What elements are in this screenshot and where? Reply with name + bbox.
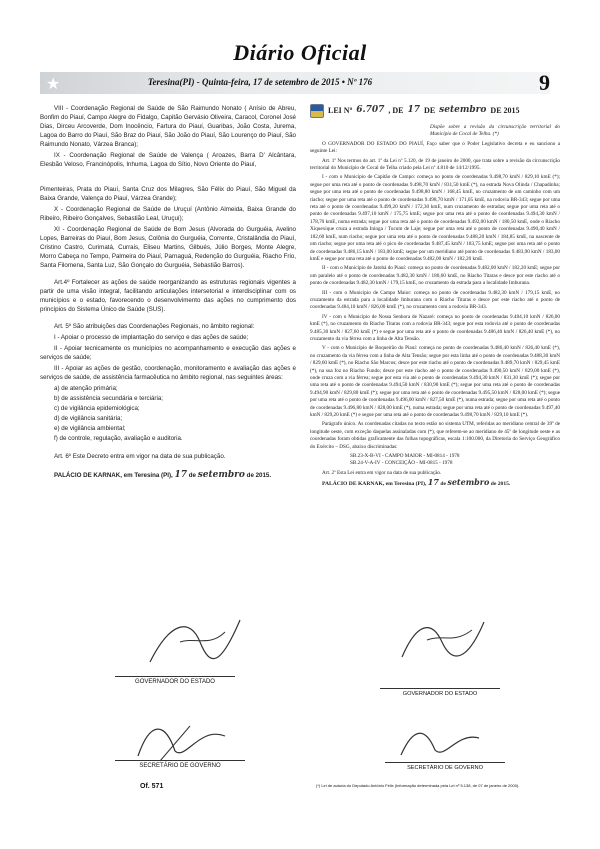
secretary-signature-icon — [130, 716, 240, 766]
boundary-paragraph: III - com o Município de Campo Maior: começa no ponto de coordenadas 9.482,30 kmN / 179,15 kmE, no cruzamento da estrada para a localidade Imburana com o Riacho Titaras e desce por este riacho até o ponto de coordenadas 9.484,10 kmN / 826,00 kmE (*), no cruzamento com a rodovia BR-343. — [310, 289, 560, 311]
map-sheet: SB.23-X-B-VI - CAMPO MAIOR - MI-0814 - 1978 — [350, 453, 460, 460]
law-year: DE 2015 — [490, 106, 520, 116]
left-column — [40, 104, 296, 482]
boundary-paragraph: V - com o Município de Boqueirão do Piauí: começa no ponto de coordenadas 9.486,40 kmN / 826,40 kmE (*), no cruzamento da via férrea com a linha de Alta Tensão; segue por esta linha até o ponto de coordenadas 9.488,30 kmN / 829,60 kmE (*), no Riacho São Marcos; desce por este riacho até o ponto de coordenadas 9.489,70 kmN / 829,45 kmE (*), na sua foz no Riacho Fundo; desce por este riacho até o ponto de coordenadas 9.490,50 kmN / 829,00 kmE (*), onde cruza com a via férrea; segue por esta via até o ponto de coordenadas 9.494,30 kmN / 831,30 kmE (*); segue por uma reta até o ponto de coordenadas 9.494,50 kmN / 830,90 kmE (*); segue por uma reta até o ponto de coordenadas 9.494,90 kmN / 829,80 kmE (*); segue por uma reta até o ponto de coordenadas 9.495,50 kmN / 828,00 kmE (*); segue por uma reta até o ponto de coordenadas 9.496,00 kmN / 827,50 kmE (*), numa estrada; segue por uma reta até o ponto de coordenadas 9.496,80 kmN / 828,00 kmE (*), numa estrada; segue por uma reta até o ponto de coordenadas 9.497,40 kmN / 829,20 kmE (*) e segue por uma reta até o ponto de coordenadas 9.498,70 kmN / 829,10 kmE (*). — [310, 345, 560, 419]
area-item: d) de vigilância sanitária; — [54, 415, 123, 422]
article-5: Art. 5º São atribuições das Coordenações Regionais, no âmbito regional: — [54, 323, 255, 330]
law-day: 17 — [407, 105, 421, 116]
newspaper-title: Diário Oficial — [233, 40, 367, 65]
areas-list — [40, 384, 296, 443]
right-column — [310, 104, 560, 491]
article-4: Art.4º Fortalecer as ações de saúde reorganizando as estruturas regionais vigentes a partir de uma visão integral, facilitando articulações intersetorial e interdisciplinar com os municípios e o estado, favorecendo o desenvolvimento das ações no cumprimento dos princípios do Sistema Único de Saúde (SUS). — [40, 279, 296, 313]
header-band — [40, 72, 550, 94]
signature-line — [380, 688, 500, 689]
map-sheet: SB.24-V-A-IV - CONCEIÇÃO - MI-0815 - 1978 — [350, 460, 453, 467]
article-5-item: III - Apoiar as ações de gestão, coordenação, monitoramento e avaliação das ações e serviços de saúde, de assistência farmacêutica no âmbito regional, nas seguintes áreas: — [40, 365, 296, 381]
palace-text: PALÁCIO DE KARNAK, em Teresina (PI), — [322, 481, 427, 488]
handwritten-day: 17 — [174, 470, 187, 480]
boundary-paragraph: IV - com o Município de Nossa Senhora de Nazaré: começa no ponto de coordenadas 9.484,10 kmN / 826,00 kmE (*), no cruzamento do Riacho Titaras com a rodovia BR-343; segue por esta rodovia até o ponto de coordenadas 9.485,30 kmN / 827,60 kmE (*) e segue por uma reta até o ponto de coordenadas 9.486,40 kmN / 826,40 kmE (*), no cruzamento da via férrea com a linha de Alta Tensão. — [310, 313, 560, 342]
region-item: XI - Coordenação Regional de Saúde de Bom Jesus (Alvorada do Gurguéia, Avelino Lopes, Barreiras do Piauí, Bom Jesus, Colônia do Gurguéia, Corrente, Cristalândia do Piauí, Cristino Castro, Curimatá, Currais, Eliseu Martins, Gilbués, Júlio Borges, Monte Alegre, Morro Cabeça no Tempo, Palmeira do Piauí, Parnaguá, Redenção do Gurguéia, Riacho Frio, Santa Filomena, Santa Luz, São Gonçalo do Gurguéia, Sebastião Barros). — [40, 226, 296, 269]
area-item: f) de controle, regulação, avaliação e auditoria. — [54, 435, 183, 442]
enactment-clause: O GOVERNADOR DO ESTADO DO PIAUÍ, Faço saber que o Poder Legislativo decreta e eu sanciono a seguinte Lei: — [310, 140, 560, 155]
law-de2: DE — [424, 106, 436, 116]
secretary-signature — [115, 760, 245, 769]
palace-year: de 2015. — [490, 481, 511, 488]
region-item: VIII - Coordenação Regional de Saúde de São Raimundo Nonato ( Anísio de Abreu, Bonfim do Piauí, Campo Alegre do Fidalgo, Capitão Gervásio Oliveira, Caracol, Coronel José Dias, Dirceu Arcoverde, Dom Inocêncio, Fartura do Piauí, Guaribas, João Costa, Jurema, Lagoa do Barro do Piauí, São Braz do Piauí, São João do Piauí, São Lourenço do Piauí, São Raimundo Nonato, Várzea Branca); — [40, 105, 296, 148]
secretary-label: SECRETÁRIO DE GOVERNO — [407, 765, 483, 771]
region-item: Pimenteiras, Prata do Piauí, Santa Cruz dos Milagres, São Félix do Piauí, São Miguel da Baixa Grande, Valença do Piauí, Várzea Grande); — [40, 186, 296, 202]
area-item: e) de vigilância ambiental; — [54, 425, 126, 432]
handwritten-month: setembro — [447, 477, 490, 488]
governor-label: GOVERNADOR DO ESTADO — [135, 679, 215, 685]
law-de: , DE — [388, 106, 404, 116]
article-6: Art. 6º Este Decreto entra em vigor na data de sua publicação. — [54, 453, 226, 460]
state-crest-icon — [310, 104, 324, 118]
palace-line — [310, 479, 560, 488]
signature-line — [385, 762, 505, 763]
paragrafo-unico: Parágrafo único. As coordenadas citadas no texto estão no sistema UTM, referidas ao meridiano central de 39º de longitude oeste, com exceção daquelas assinaladas com (*), que referem-se ao meridiano de 45º de longitude oeste e as coordenadas foram obtidas graficamente das folhas topográficas, escala 1:100.000, da Diretoria do Serviço Geográfico do Exército – DSG, abaixo discriminadas: — [310, 421, 560, 450]
official-number: Of. 571 — [140, 783, 164, 790]
boundary-paragraph: II - com o Município de Jatobá do Piauí: começa no ponto de coordenadas 9.482,00 kmN / 182,20 kmE; segue por um paralelo até o ponto de coordenadas 9.482,30 kmN / 180,60 kmE, no Riacho Titaras e desce por este riacho até o ponto de coordenadas 9.482,30 kmN / 179,15 kmE, no cruzamento da estrada para a localidade Imburana. — [310, 265, 560, 287]
handwritten-day: 17 — [427, 477, 439, 488]
region-item: IX - Coordenação Regional de Saúde de Valença ( Aroazes, Barra D' Alcântara, Elesbão Veloso, Francinópolis, Inhuma, Lagoa do Sítio, Novo Oriente do Piauí, — [40, 152, 296, 168]
law-number: 6.707 — [356, 105, 385, 116]
governor-signature — [115, 676, 235, 685]
law-prefix: LEI Nº — [328, 106, 353, 116]
palace-year: de 2015. — [246, 472, 272, 479]
region-item: X - Coordenação Regional de Saúde de Uruçuí (Antônio Almeida, Baixa Grande do Ribeiro, Ribeiro Gonçalves, Sebastião Leal, Uruçuí); — [40, 206, 296, 222]
page-number: 9 — [539, 70, 550, 95]
star-icon: ★ — [46, 76, 61, 93]
governor-signature-icon — [392, 612, 492, 667]
area-item: c) de vigilância epidemiológica; — [54, 405, 140, 412]
governor-signature — [380, 688, 500, 697]
secretary-signature-icon — [395, 720, 485, 765]
signature-line — [115, 760, 245, 761]
secretary-signature — [385, 762, 505, 771]
palace-text: PALÁCIO DE KARNAK, em Teresina (PI), — [54, 472, 173, 479]
secretary-label: SECRETÁRIO DE GOVERNO — [139, 763, 221, 769]
article-5-item: II - Apoiar tecnicamente os municípios no acompanhamento e execução das ações e serviços de saúde; — [40, 345, 296, 361]
article-2: Art. 2º Esta Lei entra em vigor na data de sua publicação. — [322, 469, 442, 476]
dateline: Teresina(PI) - Quinta-feira, 17 de setembro de 2015 • Nº 176 — [147, 77, 373, 87]
law-header — [310, 104, 560, 118]
masthead — [0, 40, 600, 70]
area-item: a) de atenção primária; — [54, 385, 118, 392]
article-5-item: I - Apoiar o processo de implantação do serviço e das ações de saúde; — [54, 334, 249, 341]
signature-line — [115, 676, 235, 677]
palace-de: de — [440, 481, 446, 488]
palace-de: de — [188, 472, 198, 479]
footnote: (*) Lei de autoria do Deputado Antônio Félix (Informação determinada pela Lei nº 5.138, de 07 de janeiro de 2000). — [316, 783, 520, 788]
article-1: Art. 1º Nos termos do art. 1º da Lei nº 5.120, de 19 de janeiro de 2000, que trata sobre a revisão da circunscrição territorial do Município de Cocal de Telha criado pela Lei nº 4.810 de 14/12/1995. — [310, 157, 560, 172]
palace-line — [40, 471, 296, 480]
governor-label: GOVERNADOR DO ESTADO — [402, 691, 478, 697]
boundary-paragraph: I - com o Município de Capitão de Campo: começa no ponto de coordenadas 9.498,70 kmN / 829,10 kmE (*); segue por uma reta até o ponto de coordenadas 9.498,70 kmN / 831,50 kmE (*), na estrada Nova Olinda / Chapadinha; segue por uma reta até o ponto de coordenadas 9.498,80 kmN / 168,45 kmE, no cruzamento de um caminho com um riacho; segue por uma reta até o ponto de coordenadas 9.498,70 kmN / 171,05 kmE, na rodovia BR-343; segue por uma reta até o ponto de coordenadas 9.499,20 kmN / 172,30 kmE, num cruzamento de estradas; segue por uma reta até o ponto de coordenadas 9.497,10 kmN / 175,75 kmE; segue por uma reta até o ponto de coordenadas 9.494,30 kmN / 178,70 kmE, numa estrada; segue por uma reta até o ponto de coordenadas 9.492,00 kmN / 180,50 kmE, onde o Riacho Xiquexique cruza a estrada Ininga / Tucum de Laje; segue por uma reta até o ponto de coordenadas 9.490,40 kmN / 182,60 kmE, num riacho; segue por uma reta até o ponto de coordenadas 9.488,20 kmN / 184,85 kmE, na nascente de um riacho; segue por uma reta até o pico de coordenadas 9.487,45 kmN / 183,75 kmE; segue por uma reta até o ponto de coordenadas 9.486,15 kmN / 183,00 kmE; segue por um meridiano até ponto de coordenadas 9.483,90 kmN / 183,00 kmE e segue por uma reta até o ponto de coordenadas 9.482,00 kmN / 182,20 kmE. — [310, 174, 560, 262]
handwritten-month: setembro — [197, 470, 245, 480]
governor-signature-icon — [140, 612, 250, 672]
law-month: setembro — [439, 105, 487, 116]
area-item: b) de assistência secundária e terciária; — [54, 395, 164, 402]
law-summary: Dispõe sobre a revisão da circunscrição territorial do Município de Cocal de Telha. (*) — [430, 124, 560, 138]
